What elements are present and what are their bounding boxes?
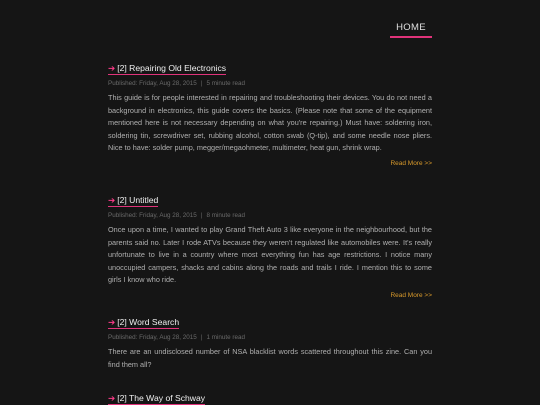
post-list [108, 58, 432, 405]
post-title-text: [2] Untitled [117, 195, 159, 205]
post-meta [108, 78, 432, 89]
post-published: Published: Friday, Aug 28, 2015 [108, 212, 197, 219]
arrow-icon: ➔ [108, 317, 116, 327]
read-more-link[interactable]: Read More >> [390, 291, 432, 299]
arrow-icon: ➔ [108, 393, 116, 403]
post-excerpt: There are an undisclosed number of NSA blacklist words scattered throughout this zine. Can you find them all? [108, 347, 432, 369]
post-excerpt: This guide is for people interested in repairing and troubleshooting their devices. You do not need a background in electronics, this guide covers the basics. (Please note that some of the equipment mentioned here is not necessary depending on what you're repairing.) Must have: soldering iron, soldering tin, screwdriver set, rubbing alcohol, cotton swab (Q-tip), and some needle nose pliers. Nice to have: solder pump, megger/megaohmeter, multimeter, heat gun, shrink wrap. [108, 93, 432, 152]
post-title-link[interactable] [108, 63, 226, 75]
meta-separator: | [200, 334, 203, 341]
post-published: Published: Friday, Aug 28, 2015 [108, 80, 197, 87]
post-item [108, 312, 432, 388]
post-item [108, 58, 432, 190]
post-item [108, 388, 432, 405]
post-meta [108, 332, 432, 343]
meta-separator: | [200, 212, 203, 219]
nav-home-link[interactable]: HOME [390, 22, 432, 38]
arrow-icon: ➔ [108, 63, 116, 73]
post-published: Published: Friday, Aug 28, 2015 [108, 334, 197, 341]
read-more-link[interactable]: Read More >> [390, 159, 432, 167]
post-title-text: [2] The Way of Schway [117, 393, 206, 403]
meta-separator: | [200, 80, 203, 87]
post-read-time: 5 minute read [206, 80, 245, 87]
post-title-link[interactable] [108, 317, 179, 329]
post-meta [108, 210, 432, 221]
arrow-icon: ➔ [108, 195, 116, 205]
post-excerpt: Once upon a time, I wanted to play Grand Theft Auto 3 like everyone in the neighbourhood, but the parents said no. Later I rode ATVs because they weren't regulated like automobiles were. It's really unfortunate to live in a country where most everything fun has age restrictions. I notice many unoccupied campers, shacks and cabins along the roads and trails I ride. I mention this to some girls I know who ride. [108, 225, 432, 284]
post-title-link[interactable] [108, 393, 205, 405]
post-read-time: 1 minute read [206, 334, 245, 341]
top-nav [390, 22, 432, 38]
post-title-link[interactable] [108, 195, 158, 207]
post-item [108, 190, 432, 312]
post-title-text: [2] Repairing Old Electronics [117, 63, 227, 73]
post-title-text: [2] Word Search [117, 317, 180, 327]
post-read-time: 8 minute read [206, 212, 245, 219]
